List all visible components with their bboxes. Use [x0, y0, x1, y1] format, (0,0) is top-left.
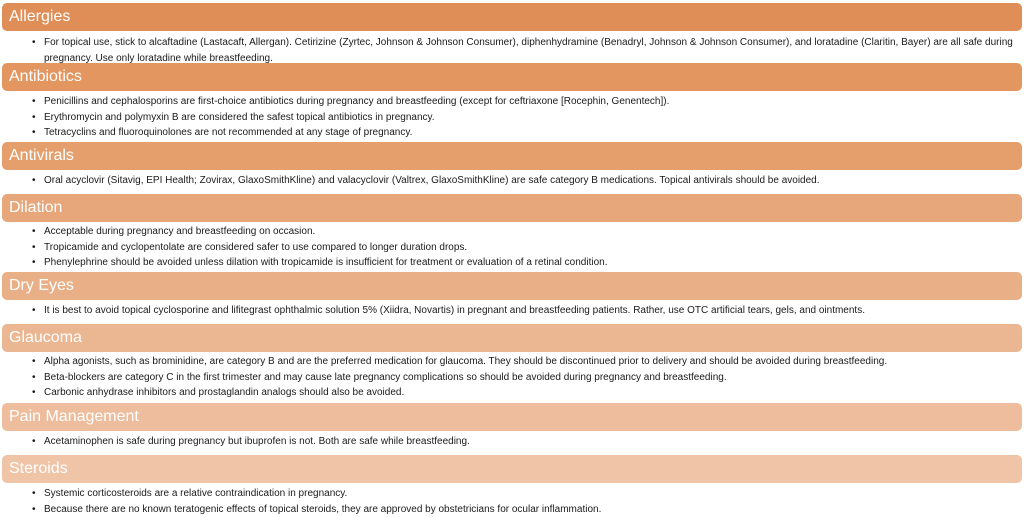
list-item: • Systemic corticosteroids are a relative contraindication in pregnancy.	[2, 486, 1022, 502]
bullet-list	[2, 173, 1022, 189]
section-header: Antivirals	[2, 142, 1022, 170]
list-item: • Acceptable during pregnancy and breastfeeding on occasion.	[2, 224, 1022, 240]
list-item: • It is best to avoid topical cyclosporine and lifitegrast ophthalmic solution 5% (Xiidra, Novartis) in pregnant and breastfeeding patients. Rather, use OTC artificial tears, gels, and ointments.	[2, 303, 1022, 319]
section-antivirals	[2, 142, 1022, 189]
list-item: • Acetaminophen is safe during pregnancy but ibuprofen is not. Both are safe while breastfeeding.	[2, 434, 1022, 450]
bullet-list	[2, 224, 1022, 271]
bullet-list	[2, 303, 1022, 319]
list-item: • Oral acyclovir (Sitavig, EPI Health; Zovirax, GlaxoSmithKline) and valacyclovir (Valtrex, GlaxoSmithKline) are safe category B medications. Topical antivirals should be avoided.	[2, 173, 1022, 189]
section-glaucoma	[2, 324, 1022, 401]
bullet-icon: •	[32, 125, 36, 141]
bullet-icon: •	[32, 173, 36, 189]
section-header: Glaucoma	[2, 324, 1022, 352]
section-header: Dry Eyes	[2, 272, 1022, 300]
section-header: Pain Management	[2, 403, 1022, 431]
bullet-list	[2, 94, 1022, 141]
section-header: Allergies	[2, 3, 1022, 31]
bullet-icon: •	[32, 94, 36, 110]
bullet-list	[2, 354, 1022, 401]
section-pain-management	[2, 403, 1022, 450]
section-steroids	[2, 455, 1022, 517]
section-header: Steroids	[2, 455, 1022, 483]
list-item: • Alpha agonists, such as brominidine, are category B and are the preferred medication for glaucoma. They should be discontinued prior to delivery and should be avoided during breastfeeding.	[2, 354, 1022, 370]
bullet-icon: •	[32, 255, 36, 271]
section-header: Dilation	[2, 194, 1022, 222]
section-antibiotics	[2, 63, 1022, 141]
list-item: • Beta-blockers are category C in the first trimester and may cause late pregnancy complications so should be avoided during pregnancy and breastfeeding.	[2, 370, 1022, 386]
list-item: • Tetracyclins and fluoroquinolones are not recommended at any stage of pregnancy.	[2, 125, 1022, 141]
bullet-icon: •	[32, 354, 36, 370]
bullet-icon: •	[32, 224, 36, 240]
bullet-icon: •	[32, 240, 36, 256]
bullet-icon: •	[32, 370, 36, 386]
bullet-icon: •	[32, 35, 36, 51]
bullet-icon: •	[32, 110, 36, 126]
section-dilation	[2, 194, 1022, 271]
bullet-icon: •	[32, 303, 36, 319]
bullet-icon: •	[32, 385, 36, 401]
list-item: • Erythromycin and polymyxin B are considered the safest topical antibiotics in pregnancy.	[2, 110, 1022, 126]
bullet-icon: •	[32, 502, 36, 517]
section-allergies	[2, 3, 1022, 66]
bullet-icon: •	[32, 486, 36, 502]
bullet-list	[2, 434, 1022, 450]
list-item: • Penicillins and cephalosporins are first-choice antibiotics during pregnancy and breastfeeding (except for ceftriaxone [Rocephin, Genentech]).	[2, 94, 1022, 110]
list-item: • Because there are no known teratogenic effects of topical steroids, they are approved by obstetricians for ocular inflammation.	[2, 502, 1022, 517]
list-item: • For topical use, stick to alcaftadine (Lastacaft, Allergan). Cetirizine (Zyrtec, Johnson & Johnson Consumer), diphenhydramine (Benadryl, Johnson & Johnson Consumer), and loratadine (Claritin, Bayer) are all safe during pregnancy. Use only loratadine while breastfeeding.	[2, 35, 1022, 66]
bullet-list	[2, 486, 1022, 517]
bullet-list	[2, 35, 1022, 66]
bullet-icon: •	[32, 434, 36, 450]
list-item: • Phenylephrine should be avoided unless dilation with tropicamide is insufficient for treatment or evaluation of a retinal condition.	[2, 255, 1022, 271]
list-item: • Carbonic anhydrase inhibitors and prostaglandin analogs should also be avoided.	[2, 385, 1022, 401]
section-dry-eyes	[2, 272, 1022, 319]
section-header: Antibiotics	[2, 63, 1022, 91]
list-item: • Tropicamide and cyclopentolate are considered safer to use compared to longer duration drops.	[2, 240, 1022, 256]
